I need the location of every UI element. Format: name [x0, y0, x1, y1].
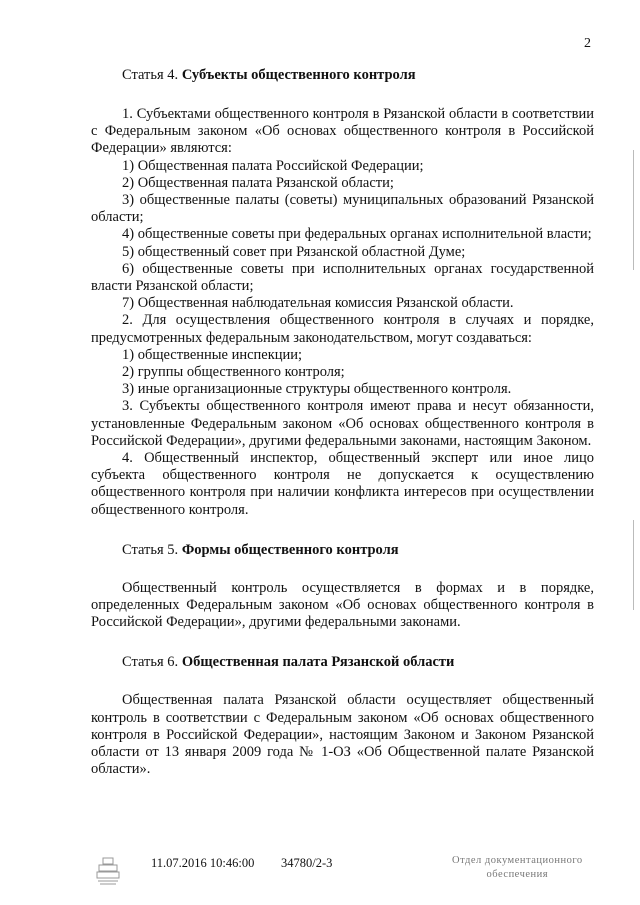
- article-5-paragraph: Общественный контроль осуществляется в формах и в порядке, определенных Федеральным законом «Об основах общественного контроля в Российской Федерации», другими федеральными законами.: [91, 579, 594, 631]
- document-body: [91, 66, 594, 779]
- article-5-heading: [122, 541, 594, 559]
- article-4-paragraph: 3) общественные палаты (советы) муниципальных образований Рязанской области;: [91, 192, 594, 226]
- article-4-paragraph: 6) общественные советы при исполнительных органах государственной власти Рязанской области;: [91, 260, 594, 295]
- article-4-paragraph: 4. Общественный инспектор, общественный эксперт или иное лицо субъекта общественного контроля не допускается к осуществлению общественного контроля при наличии конфликта интересов при осуществлении общественного контроля.: [91, 450, 594, 518]
- scan-edge-mark: [633, 150, 634, 270]
- article-4-heading: [122, 66, 594, 84]
- article-4-paragraph: 3) иные организационные структуры общественного контроля.: [122, 381, 512, 398]
- article-6-label: Статья 6.: [122, 654, 179, 671]
- document-footer: [0, 856, 640, 896]
- article-4-paragraph: 1) общественные инспекции;: [122, 346, 303, 363]
- article-5-title: Формы общественного контроля: [181, 541, 399, 558]
- article-6-title: Общественная палата Рязанской области: [181, 654, 455, 671]
- footer-doc-code: 34780/2-3: [281, 856, 333, 870]
- article-6-paragraph: Общественная палата Рязанской области осуществляет общественный контроль в соответствии с Федеральным законом «Об основах общественного контроля в Российской Федерации», настоящим Законом и Законом Рязанской области от 13 января 2009 года № 1-ОЗ «Об Общественной палате Рязанской области».: [91, 692, 594, 778]
- article-6-heading: [122, 653, 594, 671]
- article-4-paragraph: 7) Общественная наблюдательная комиссия Рязанской области.: [122, 295, 514, 312]
- stamp-icon: [96, 856, 120, 886]
- footer-datetime: 11.07.2016 10:46:00: [151, 856, 255, 870]
- article-4-title: Субъекты общественного контроля: [181, 67, 416, 83]
- article-4-label: Статья 4.: [122, 67, 179, 83]
- scan-edge-mark: [633, 520, 634, 610]
- article-4-paragraph: 2) Общественная палата Рязанской области;: [122, 174, 394, 191]
- page-number: 2: [584, 36, 591, 51]
- article-4-paragraph: 5) общественный совет при Рязанской областной Думе;: [122, 243, 466, 260]
- article-4-paragraph: 2. Для осуществления общественного контроля в случаях и порядке, предусмотренных федеральным законодательством, могут создаваться:: [91, 312, 594, 346]
- article-4-paragraph: 4) общественные советы при федеральных органах исполнительной власти;: [122, 226, 592, 243]
- article-4-paragraph: 2) группы общественного контроля;: [122, 364, 345, 381]
- footer-department: [452, 854, 583, 882]
- footer-department-line: Отдел документационного: [452, 855, 583, 866]
- footer-department-line: обеспечения: [486, 869, 549, 880]
- article-5-label: Статья 5.: [122, 541, 179, 558]
- article-4-paragraph: 3. Субъекты общественного контроля имеют права и несут обязанности, установленные Федеральным законом «Об основах общественного контроля в Российской Федерации», другими федеральными законами, настоящим Законом.: [91, 398, 594, 449]
- article-4-paragraph: 1) Общественная палата Российской Федерации;: [122, 157, 424, 174]
- article-4-paragraph: 1. Субъектами общественного контроля в Рязанской области в соответствии с Федеральным законом «Об основах общественного контроля в Российской Федерации» являются:: [91, 106, 594, 157]
